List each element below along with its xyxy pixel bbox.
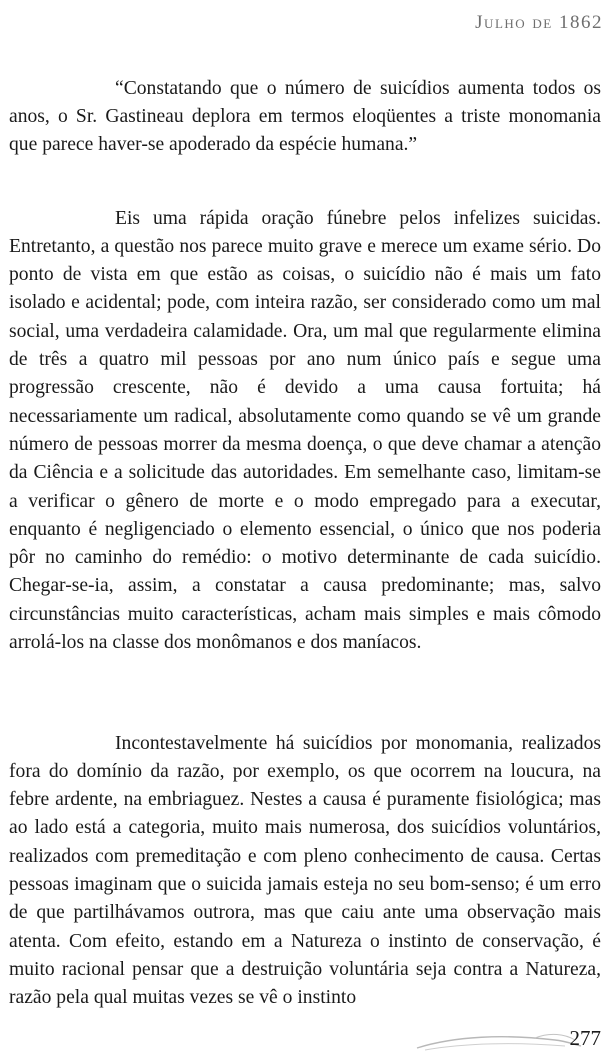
- paragraph-quote: “Constatando que o número de suicídios aumenta todos os anos, o Sr. Gastineau deplora em termos eloqüentes a triste monomania que parece haver-se apoderado da espécie humana.”: [9, 77, 601, 156]
- paragraph-body-1: Eis uma rápida oração fúnebre pelos infelizes suicidas. Entretanto, a questão nos parece muito grave e merece um exame sério. Do ponto de vista em que estão as coisas, o suicídio não é mais um fato isolado e acidental; pode, com inteira razão, ser considerado como um mal social, uma verdadeira calamidade. Ora, um mal que regularmente elimina de três a quatro mil pessoas por ano num único país e segue uma progressão crescente, não é devido a uma causa fortuita; há necessariamente um radical, absolutamente como quando se vê um grande número de pessoas morrer da mesma doença, o que deve chamar a atenção da Ciência e a solicitude das autoridades. Em semelhante caso, limitam-se a verificar o gênero de morte e o modo empregado para a executar, enquanto é negligenciado o elemento essencial, o único que nos poderia pôr no caminho do remédio: o motivo determinante de cada suicídio. Chegar-se-ia, assim, a constatar a causa predominante; mas, salvo circunstâncias muito características, acham mais simples e mais cômodo arrolá-los na classe dos monômanos e dos maníacos.: [9, 207, 601, 654]
- running-header: Julho de 1862: [475, 12, 603, 33]
- paragraph-body-2: Incontestavelmente há suicídios por monomania, realizados fora do domínio da razão, por exemplo, os que ocorrem na loucura, na febre ardente, na embriaguez. Nestes a causa é puramente fisiológica; mas ao lado está a categoria, muito mais numerosa, dos suicídios voluntários, realizados com premeditação e com pleno conhecimento de causa. Certas pessoas imaginam que o suicida jamais esteja no seu bom-senso; é um erro de que partilhávamos outrora, mas que caiu ante uma observação mais atenta. Com efeito, estando em a Natureza o instinto de conservação, é muito racional pensar que a destruição voluntária seja contra a Natureza, razão pela qual muitas vezes se vê o instinto: [9, 732, 601, 1009]
- page-number: 277: [569, 1026, 601, 1050]
- swash-ornament-icon: [415, 1026, 585, 1056]
